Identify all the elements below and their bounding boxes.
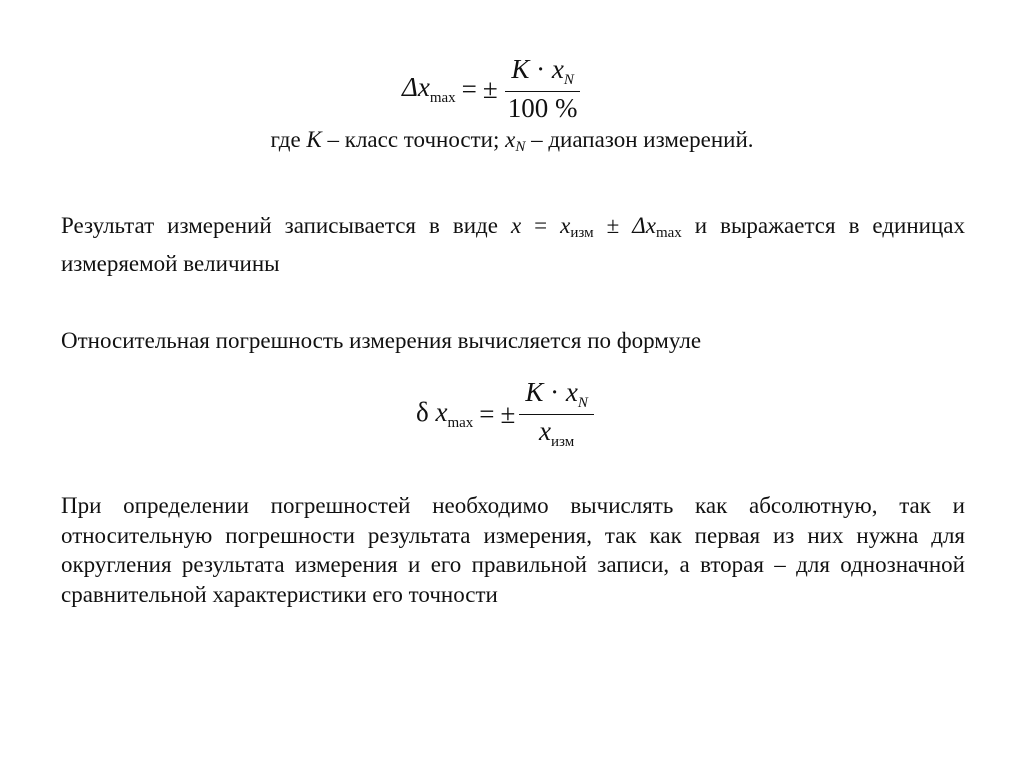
formula2-equals: = <box>479 398 495 429</box>
formula1-numerator <box>505 55 580 92</box>
formula-absolute-error <box>402 55 583 123</box>
formula2-num-sub: N <box>577 395 588 411</box>
formula2-num-dot: · <box>550 377 560 407</box>
formula2-plus-minus: ± <box>500 398 516 429</box>
formula2-delta: δ <box>416 396 429 427</box>
formula2-lhs-sub: max <box>447 414 474 431</box>
formula2-numerator <box>519 378 594 415</box>
formula1-equals: = <box>461 73 477 104</box>
para1-dx-sub: max <box>655 225 682 241</box>
formula2-num-x: x <box>565 377 578 407</box>
para1-x2-sub: изм <box>570 225 594 241</box>
formula2-lhs <box>416 397 473 432</box>
caption-x: x <box>505 127 516 152</box>
para1-pm: ± <box>593 213 633 238</box>
caption-k: K <box>306 127 322 152</box>
caption-part2: – класс точности; <box>321 127 506 152</box>
caption-x-sub: N <box>515 139 526 155</box>
para1-x: x <box>510 213 522 238</box>
formula1-denominator: 100 % <box>507 92 578 123</box>
formula2-num-k: K <box>525 377 544 407</box>
formula2-den-sub: изм <box>550 433 575 450</box>
caption-part1: где <box>270 127 307 152</box>
formula1-delta-x: Δx <box>402 71 430 102</box>
paragraph-result-notation <box>61 211 965 278</box>
para1-dx: Δx <box>632 213 656 238</box>
para1-x2: x <box>560 213 571 238</box>
paragraph-error-usage: При определении погрешностей необходимо вычислять как абсолютную, так и относительную погрешности результата измерения, так как первая из них нужна для округления результата измерения и его правильной записи, а вторая – для однозначной сравнительной характеристики его точности <box>61 493 965 607</box>
caption-part3: – диапазон измерений. <box>525 127 754 152</box>
paragraph-relative-error-intro: Относительная погрешность измерения вычисляется по формуле <box>61 328 702 353</box>
para1-part2: и выражается в единицах измеряемой величины <box>61 213 965 276</box>
formula2-fraction <box>519 378 594 450</box>
para1-part1: Результат измерений записывается в виде <box>61 213 511 238</box>
formula2-denominator <box>533 415 580 451</box>
formula1-lhs <box>402 72 456 107</box>
formula1-caption <box>0 127 1024 156</box>
formula2-x: x <box>435 396 448 427</box>
formula-relative-error <box>416 378 594 450</box>
formula1-num-k: K <box>511 54 530 84</box>
formula1-num-x: x <box>551 54 564 84</box>
formula1-num-dot: · <box>536 54 546 84</box>
formula1-num-sub: N <box>563 72 574 88</box>
formula1-fraction <box>502 55 584 123</box>
formula1-lhs-sub: max <box>429 89 456 106</box>
para1-eq: = <box>521 213 561 238</box>
formula2-den-x: x <box>539 415 551 446</box>
formula1-plus-minus: ± <box>482 73 498 104</box>
